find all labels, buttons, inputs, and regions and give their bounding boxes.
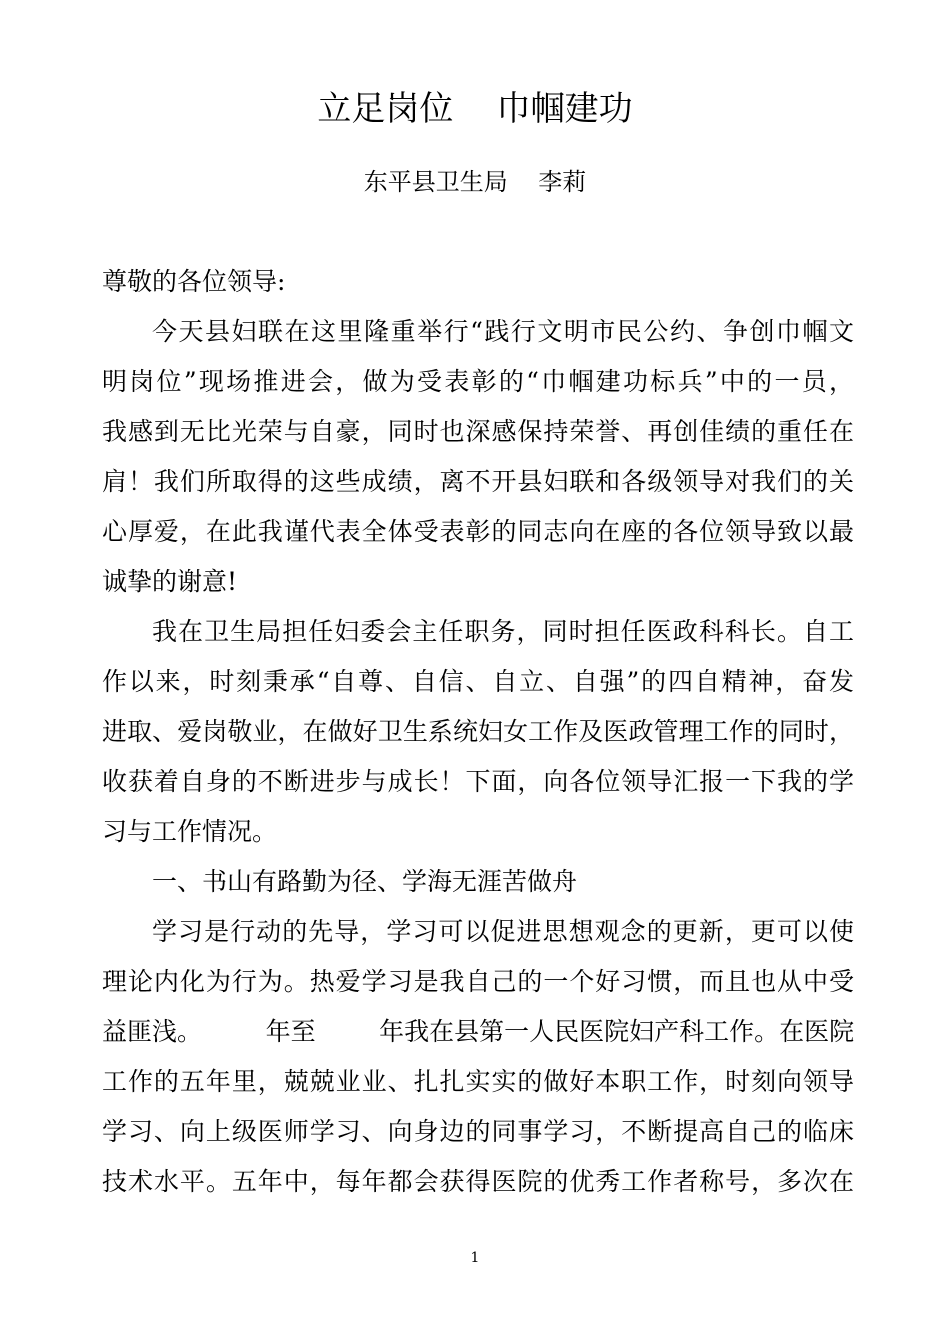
paragraph3-line: 学习、向上级医师学习、向身边的同事学习，不断提高自己的临床 <box>102 1117 854 1146</box>
paragraph3-line: 技术水平。五年中，每年都会获得医院的优秀工作者称号，多次在 <box>102 1167 854 1196</box>
paragraph2-line: 进取、爱岗敬业，在做好卫生系统妇女工作及医政管理工作的同时， <box>102 717 854 746</box>
paragraph1-line: 我感到无比光荣与自豪，同时也深感保持荣誉、再创佳绩的重任在 <box>102 417 854 446</box>
paragraph3-line: 益匪浅。 年至 年我在县第一人民医院妇产科工作。在医院 <box>102 1017 855 1046</box>
paragraph3-line: 理论内化为行为。热爱学习是我自己的一个好习惯，而且也从中受 <box>102 967 854 996</box>
salutation: 尊敬的各位领导: <box>102 267 286 296</box>
paragraph2-line: 作以来，时刻秉承“自尊、自信、自立、自强”的四自精神，奋发 <box>102 667 854 696</box>
section-heading: 一、书山有路勤为径、学海无涯苦做舟 <box>152 867 578 896</box>
paragraph1-line: 心厚爱，在此我谨代表全体受表彰的同志向在座的各位领导致以最 <box>102 517 854 546</box>
page-number: 1 <box>470 1250 480 1266</box>
paragraph1-line: 明岗位”现场推进会，做为受表彰的“巾帼建功标兵”中的一员， <box>102 367 854 396</box>
paragraph2-line: 收获着自身的不断进步与成长！下面，向各位领导汇报一下我的学 <box>102 767 854 796</box>
paragraph2-line: 我在卫生局担任妇委会主任职务，同时担任医政科科长。自工 <box>152 617 854 646</box>
paragraph1-line: 今天县妇联在这里隆重举行“践行文明市民公约、争创巾帼文 <box>152 317 854 346</box>
document-author: 东平县卫生局 李莉 <box>363 168 587 196</box>
document-title: 立足岗位 巾帼建功 <box>317 89 633 129</box>
paragraph2-line: 习与工作情况。 <box>102 817 278 846</box>
paragraph1-line: 肩！我们所取得的这些成绩，离不开县妇联和各级领导对我们的关 <box>102 467 854 496</box>
paragraph3-line: 工作的五年里，兢兢业业、扎扎实实的做好本职工作，时刻向领导 <box>102 1067 854 1096</box>
paragraph3-line: 学习是行动的先导，学习可以促进思想观念的更新，更可以使 <box>152 917 854 946</box>
paragraph1-line: 诚挚的谢意! <box>102 567 238 596</box>
